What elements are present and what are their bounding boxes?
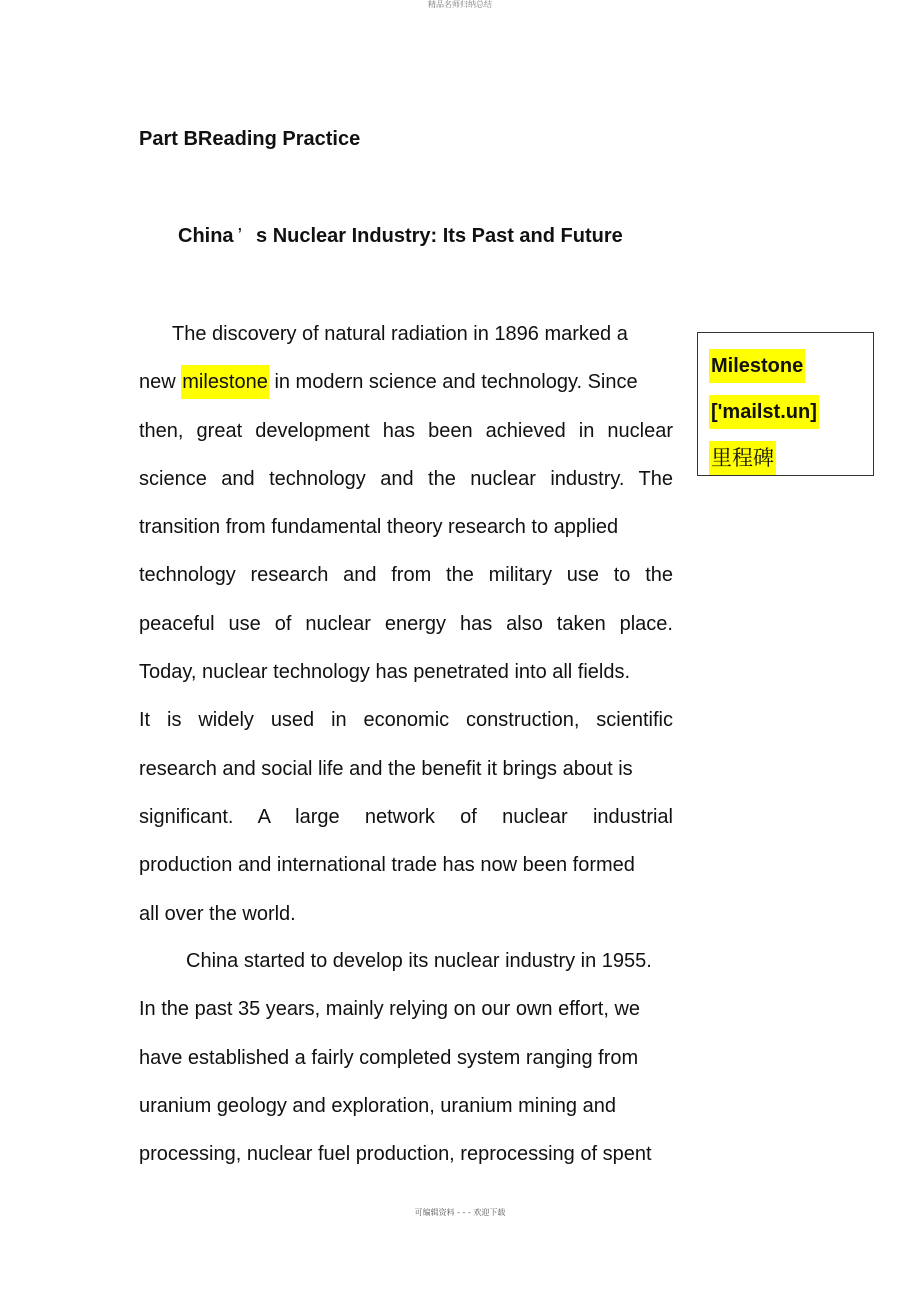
page-header-note: 精品名师归纳总结 [428,0,492,9]
vocabulary-note-box [697,332,874,476]
paragraph-1-line: significant. A large network of nuclear industrial [139,805,673,828]
paragraph-2-line: In the past 35 years, mainly relying on our own effort, we [139,998,641,1021]
highlighted-word-milestone[interactable]: milestone [181,365,269,399]
paragraph-2 [139,937,673,1178]
paragraph-1-line: transition from fundamental theory research to applied [139,516,619,539]
paragraph-1-line: Today, nuclear technology has penetrated into all fields. [139,661,631,684]
section-heading: Part BReading Practice [139,128,361,150]
paragraph-2-line: processing, nuclear fuel production, reprocessing of spent [139,1143,652,1166]
paragraph-1-line: all over the world. [139,902,296,925]
paragraph-1-line: then, great development has been achieved in nuclear [139,419,673,442]
vocabulary-phonetic: ['mailst.un] [709,395,819,429]
paragraph-1 [139,310,673,938]
paragraph-1-line-rest: in modern science and technology. Since [274,371,638,394]
vocabulary-translation: 里程碑 [709,441,776,475]
paragraph-2-line: have established a fairly completed system ranging from [139,1046,639,1069]
paragraph-1-line: peaceful use of nuclear energy has also taken place. [139,612,673,635]
article-title-apostrophe: ’ [237,225,243,247]
paragraph-1-line: It is widely used in economic construction, scientific [139,709,673,732]
vocabulary-word: Milestone [709,349,805,383]
paragraph-1-line: research and social life and the benefit it brings about is [139,757,633,780]
paragraph-1-line [139,358,673,406]
paragraph-1-line: science and technology and the nuclear industry. The [139,467,673,490]
page-footer-note: 可编辑资料 - - - 欢迎下载 [414,1208,506,1217]
paragraph-1-line: technology research and from the military use to the [139,564,673,587]
paragraph-1-line: production and international trade has now been formed [139,854,635,877]
paragraph-1-line-prefix: new [139,371,176,394]
paragraph-2-line: China started to develop its nuclear industry in 1955. [186,950,652,972]
article-title-part2: s Nuclear Industry: Its Past and Future [256,225,623,247]
paragraph-2-line: uranium geology and exploration, uranium mining and [139,1094,616,1117]
article-title-part1: China [178,225,234,247]
article-title [178,225,623,248]
paragraph-1-line: The discovery of natural radiation in 1896 marked a [172,323,628,345]
